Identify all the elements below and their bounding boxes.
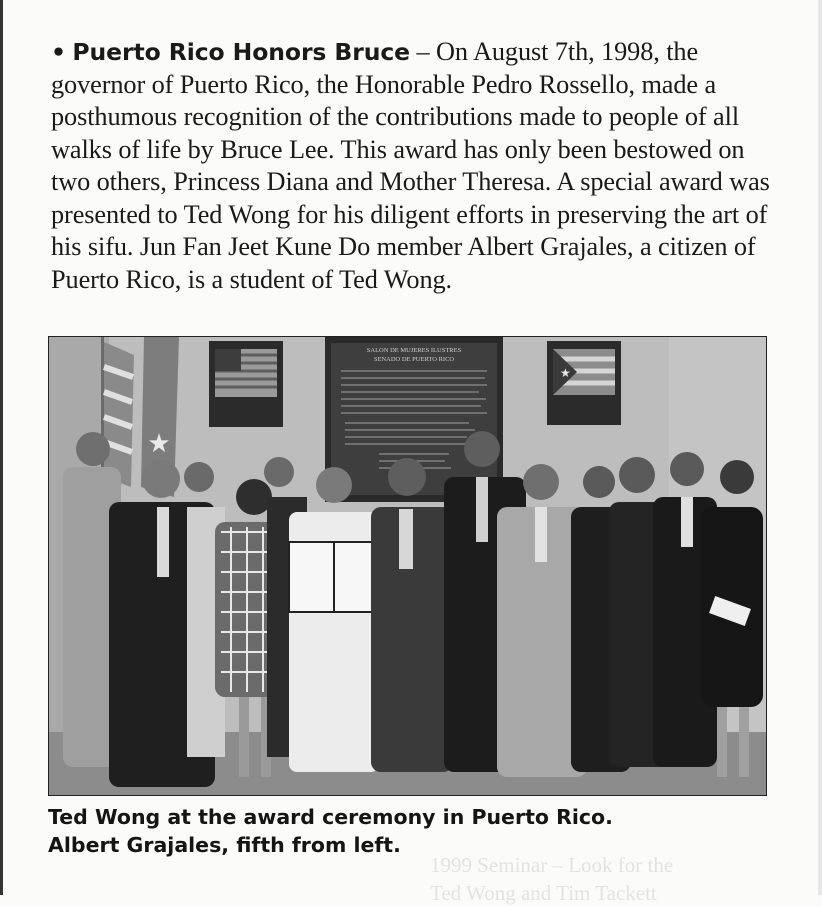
article-body: On August 7th, 1998, the governor of Puerto Rico, the Honorable Pedro Rossello, made a posthumous recognition of the contributions made to people of all walks of life by Bruce Lee. This award has only been bestowed on two others, Princess Diana and Mother Theresa. A special award was presented to Ted Wong for his diligent efforts in preserving the art of his sifu. Jun Fan Jeet Kune Do member Albert Grajales, a citizen of Puerto Rico, is a student of Ted Wong. <box>51 37 770 294</box>
left-margin-rule <box>0 0 3 895</box>
bullet-point: • <box>51 38 66 66</box>
bleed-through-text <box>430 851 750 907</box>
svg-text:★: ★ <box>147 429 171 458</box>
bleed-through-line-1: 1999 Seminar – Look for the <box>430 853 674 877</box>
plaque-heading-1: SALON DE MUJERES ILUSTRES <box>366 347 462 354</box>
right-page-edge <box>818 0 822 895</box>
caption-line-2: Albert Grajales, fifth from left. <box>48 833 401 857</box>
award-ceremony-photo <box>48 336 767 796</box>
caption-line-1: Ted Wong at the award ceremony in Puerto Rico. <box>48 805 613 829</box>
svg-text:★: ★ <box>560 366 571 380</box>
plaque-heading-2: SENADO DE PUERTO RICO <box>373 356 455 363</box>
article-headline: Puerto Rico Honors Bruce <box>72 38 410 66</box>
bleed-through-line-2: Ted Wong and Tim Tackett <box>430 881 657 905</box>
headline-dash: – <box>410 37 436 66</box>
article-paragraph <box>51 36 776 296</box>
